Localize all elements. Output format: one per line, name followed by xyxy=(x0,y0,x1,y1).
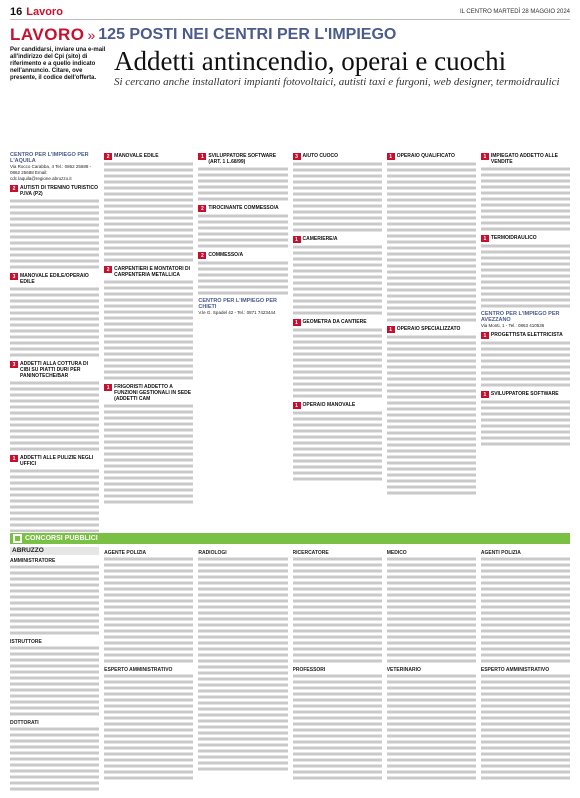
job-count-badge: 2 xyxy=(10,185,18,192)
concorsi-column xyxy=(10,547,99,792)
center-name: CENTRO PER L'IMPIEGO PER L'AQUILA xyxy=(10,152,89,164)
job-listing xyxy=(293,153,382,233)
job-listing xyxy=(10,361,99,452)
job-title xyxy=(293,402,382,409)
job-count-badge: 1 xyxy=(104,384,112,391)
job-listing xyxy=(481,235,570,309)
body-text xyxy=(104,673,193,781)
job-title-text: OPERAIO QUALIFICATO xyxy=(396,153,455,159)
concorsi-column xyxy=(198,547,287,792)
job-title-text: OPERAIO SPECIALIZZATO xyxy=(396,326,461,332)
body-text xyxy=(198,556,287,772)
concorsi-label: CONCORSI PUBBLICI xyxy=(25,535,98,542)
job-listing xyxy=(104,266,193,381)
concorsi-column xyxy=(293,547,382,792)
body-text xyxy=(387,556,476,664)
job-count-badge: 1 xyxy=(481,332,489,339)
job-listing xyxy=(10,185,99,270)
job-title-text: PROGETTISTA ELETTRICISTA xyxy=(490,332,563,338)
body-text xyxy=(387,334,476,496)
job-count-badge: 1 xyxy=(481,153,489,160)
concorso-title: VETERINARIO xyxy=(386,667,421,673)
center-name: CENTRO PER L'IMPIEGO PER AVEZZANO xyxy=(480,311,560,323)
body-text xyxy=(387,161,476,323)
job-title-text: MANOVALE EDILE xyxy=(114,153,159,159)
center-address: Via Monti, 1 - Tel.: 0863 410536 xyxy=(480,323,545,328)
job-title xyxy=(481,153,570,165)
job-listing xyxy=(10,273,99,358)
concorsi-columns xyxy=(10,547,570,792)
job-listing xyxy=(293,402,382,482)
headline xyxy=(114,47,570,88)
job-title-text: AUTISTI DI TRENINO TURISTICO P.IVA (P2) xyxy=(20,185,99,197)
body-text xyxy=(387,673,476,781)
job-title xyxy=(198,153,287,165)
body-text xyxy=(198,166,287,202)
body-text xyxy=(293,327,382,399)
body-text xyxy=(481,243,570,309)
page-number: 16 xyxy=(10,5,23,18)
job-title-text: AIUTO CUOCO xyxy=(302,153,338,159)
headline-title: Addetti antincendio, operai e cuochi xyxy=(114,46,507,76)
job-title-text: FRIGORISTI ADDETTO A FUNZIONI GESTIONALI IN SEDE (ADDETTI CAM xyxy=(114,384,192,402)
job-count-badge: 1 xyxy=(387,153,395,160)
job-listing xyxy=(104,384,193,505)
job-title-text: COMMESSO/A xyxy=(208,252,244,258)
concorso-title: DOTTORATI xyxy=(10,720,39,726)
job-title xyxy=(104,266,193,278)
body-text xyxy=(481,673,570,781)
job-count-badge: 2 xyxy=(104,153,112,160)
job-title-text: OPERAIO MANOVALE xyxy=(302,402,356,408)
concorso-title: ESPERTO AMMINISTRATIVO xyxy=(104,667,173,673)
concorsi-column xyxy=(104,547,193,792)
body-text xyxy=(293,673,382,781)
job-count-badge: 2 xyxy=(104,266,112,273)
job-count-badge: 3 xyxy=(293,153,301,160)
kicker-text: 125 POSTI NEI CENTRI PER L'IMPIEGO xyxy=(98,26,397,43)
body-text xyxy=(10,726,99,792)
job-listing xyxy=(104,153,193,263)
job-title-text: IMPIEGATO ADDETTO ALLE VENDITE xyxy=(490,153,558,165)
body-text xyxy=(10,564,99,636)
page-header xyxy=(10,4,570,20)
center-name: CENTRO PER L'IMPIEGO PER CHIETI xyxy=(198,298,277,310)
job-count-badge: 3 xyxy=(10,361,18,368)
concorso-title: AGENTE POLIZIA xyxy=(104,550,147,556)
concorso-title: ESPERTO AMMINISTRATIVO xyxy=(480,667,550,673)
concorso-title: RADIOLOGI xyxy=(198,550,227,556)
job-count-badge: 1 xyxy=(10,455,18,462)
center-address: V.le G. Spadel 42 - Tel.: 0871 7423444 xyxy=(198,310,276,315)
intro-text: Per candidarsi, inviare una e-mail all'indirizzo del Cpi (sito) di riferimento e a quello indicato nell'annuncio. Citare, ove presente, il codice dell'offerta. xyxy=(10,47,106,81)
job-listing xyxy=(293,236,382,316)
job-title xyxy=(10,455,99,467)
job-title-text: ADDETTI ALLE PULIZIE NEGLI UFFICI xyxy=(20,455,94,467)
job-count-badge: 1 xyxy=(387,326,395,333)
headline-block xyxy=(10,47,570,88)
job-title xyxy=(104,384,193,402)
job-title xyxy=(387,153,476,160)
job-title-text: SVILUPPATORE SOFTWARE xyxy=(490,391,559,397)
job-title xyxy=(198,252,287,259)
body-text xyxy=(293,161,382,233)
job-title xyxy=(293,236,382,243)
job-title xyxy=(10,185,99,197)
kicker xyxy=(10,26,570,44)
body-text xyxy=(293,244,382,316)
headline-subtitle: Si cercano anche installatori impianti fotovoltaici, autisti taxi e furgoni, web designer, termoidraulici xyxy=(114,76,560,88)
job-listing xyxy=(387,326,476,496)
body-text xyxy=(10,198,99,270)
job-listing xyxy=(481,153,570,232)
job-column xyxy=(198,150,287,532)
job-title xyxy=(387,326,476,333)
body-text xyxy=(293,556,382,664)
concorso-title: AGENTI POLIZIA xyxy=(480,550,521,556)
job-count-badge: 1 xyxy=(293,319,301,326)
job-columns xyxy=(10,150,570,532)
body-text xyxy=(104,279,193,381)
body-text xyxy=(10,380,99,452)
job-count-badge: 1 xyxy=(481,391,489,398)
body-text xyxy=(104,556,193,664)
job-listing xyxy=(198,205,287,249)
job-listing xyxy=(10,455,99,532)
job-title xyxy=(293,153,382,160)
job-count-badge: 2 xyxy=(198,205,206,212)
body-text xyxy=(198,260,287,296)
job-column xyxy=(387,150,476,532)
concorsi-column xyxy=(481,547,570,792)
job-title xyxy=(481,235,570,242)
section-label: Lavoro xyxy=(26,5,63,18)
concorso-title: ISTRUTTORE xyxy=(10,639,42,645)
body-text xyxy=(198,213,287,249)
job-count-badge: 1 xyxy=(481,235,489,242)
concorso-title: RICERCATORE xyxy=(292,550,329,556)
job-listing xyxy=(198,252,287,296)
job-count-badge: 1 xyxy=(293,236,301,243)
body-text xyxy=(104,403,193,505)
job-count-badge: 1 xyxy=(198,153,206,160)
kicker-arrow-icon: » xyxy=(87,27,96,43)
concorso-title: MEDICO xyxy=(386,550,407,556)
job-title-text: TIROCINANTE COMMESSO/A xyxy=(208,205,279,211)
job-title xyxy=(481,391,570,398)
body-text xyxy=(10,645,99,717)
job-column xyxy=(481,150,570,532)
concorsi-bar xyxy=(10,533,570,544)
concorso-title: PROFESSORI xyxy=(292,667,326,673)
job-title-text: MANOVALE EDILE/OPERAIO EDILE xyxy=(20,273,89,285)
job-title xyxy=(293,319,382,326)
job-title xyxy=(10,361,99,379)
job-count-badge: 2 xyxy=(198,252,206,259)
job-listing xyxy=(481,391,570,447)
job-column xyxy=(293,150,382,532)
job-count-badge: 3 xyxy=(10,273,18,280)
body-text xyxy=(481,399,570,447)
body-text xyxy=(104,161,193,263)
region-label: ABRUZZO xyxy=(10,547,99,555)
job-count-badge: 1 xyxy=(293,402,301,409)
job-listing xyxy=(387,153,476,323)
job-title-text: SVILUPPATORE SOFTWARE (ART. 1 L.68/99) xyxy=(208,153,277,165)
job-title xyxy=(104,153,193,160)
body-text xyxy=(481,556,570,664)
job-title xyxy=(481,332,570,339)
job-listing xyxy=(293,319,382,399)
concorsi-icon xyxy=(13,534,22,543)
concorso-title: AMMINISTRATORE xyxy=(10,558,56,564)
job-title-text: CARPENTIERI E MONTATORI DI CARPENTERIA METALLICA xyxy=(114,266,191,278)
job-title xyxy=(10,273,99,285)
job-column xyxy=(10,150,99,532)
job-title-text: ADDETTI ALLA COTTURA DI CIBI SU PIATTI DURI PER PANINOTECHE/BAR xyxy=(20,361,89,379)
body-text xyxy=(10,468,99,532)
center-address: Via Rocco Carabba, 4 Tel.: 0862 25688 - 0862 25688 Email: cdc.laquila@regione.abruzzo.it xyxy=(10,164,92,181)
body-text xyxy=(481,340,570,388)
job-title-text: TERMOIDRAULICO xyxy=(490,235,537,241)
body-text xyxy=(293,410,382,482)
body-text xyxy=(481,166,570,232)
job-title xyxy=(198,205,287,212)
kicker-label: LAVORO xyxy=(10,25,85,44)
job-title-text: CAMERIERE/A xyxy=(302,236,338,242)
job-column xyxy=(104,150,193,532)
job-listing xyxy=(481,332,570,388)
body-text xyxy=(10,286,99,358)
job-title-text: GEOMETRA DA CANTIERE xyxy=(302,319,367,325)
masthead: IL CENTRO MARTEDÌ 28 MAGGIO 2024 xyxy=(459,8,570,15)
concorsi-column xyxy=(387,547,476,792)
job-listing xyxy=(198,153,287,202)
